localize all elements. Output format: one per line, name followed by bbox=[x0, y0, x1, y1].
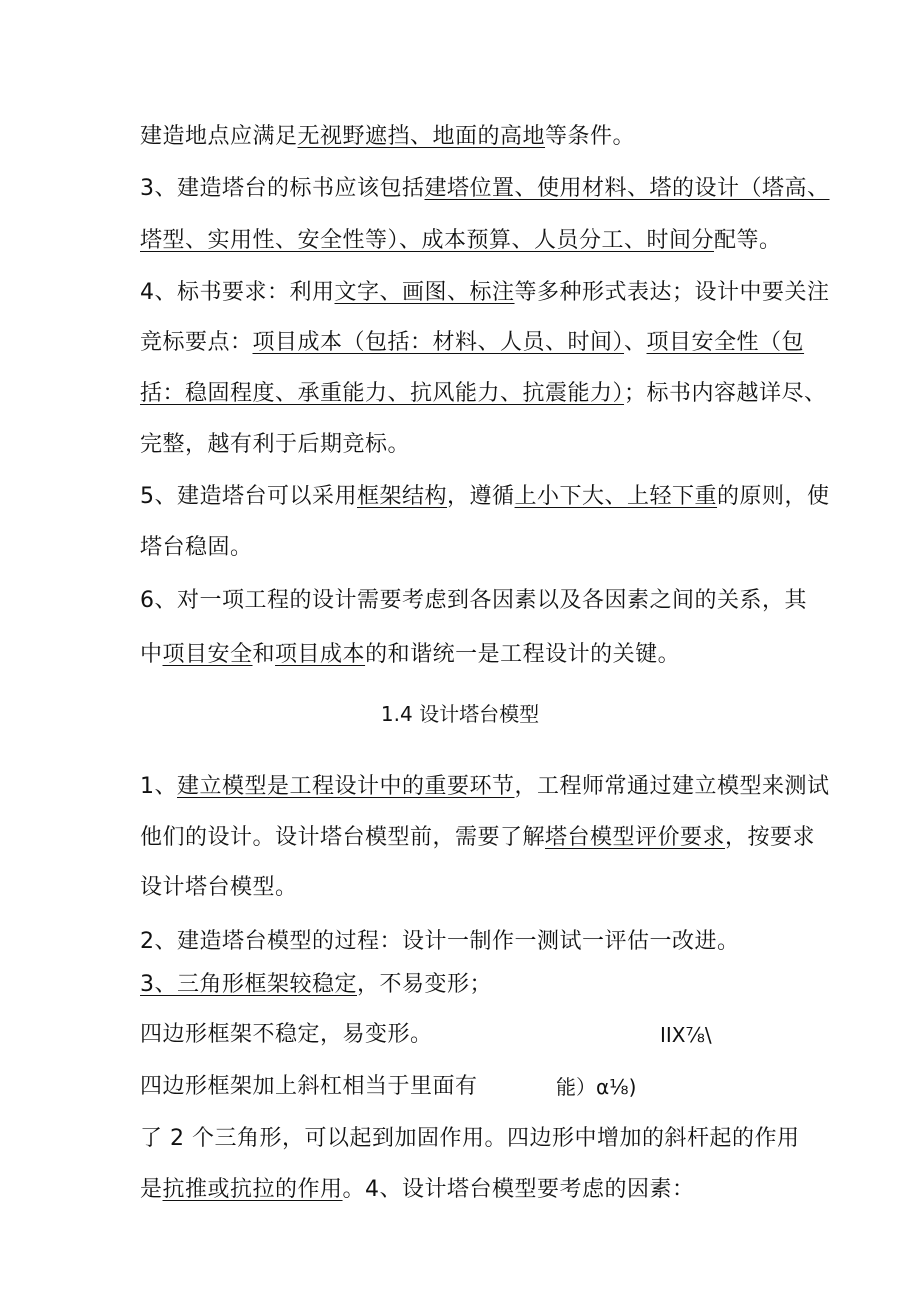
section-heading: 1.4 设计塔台模型 bbox=[380, 702, 540, 726]
text-line: 竞标要点：项目成本（包括：材料、人员、时间）、项目安全性（包 bbox=[140, 330, 805, 355]
text-line: 4、标书要求：利用文字、画图、标注等多种形式表达；设计中要关注 bbox=[140, 280, 830, 305]
garbled-figure-text: IIX⅞\ bbox=[660, 1023, 712, 1047]
text-line: 括：稳固程度、承重能力、抗风能力、抗震能力）；标书内容越详尽、 bbox=[140, 381, 827, 406]
text-line: 3、建造塔台的标书应该包括建塔位置、使用材料、塔的设计（塔高、 bbox=[140, 176, 830, 201]
garbled-figure-text: 能）α⅛) bbox=[556, 1075, 637, 1099]
text-line: 中项目安全和项目成本的和谐统一是工程设计的关键。 bbox=[140, 642, 681, 667]
text-line: 四边形框架加上斜杠相当于里面有 bbox=[140, 1074, 478, 1099]
text-line: 3、三角形框架较稳定，不易变形； bbox=[140, 972, 493, 997]
text-line: 1、建立模型是工程设计中的重要环节，工程师常通过建立模型来测试 bbox=[140, 774, 830, 799]
text-line: 设计塔台模型。 bbox=[140, 875, 298, 900]
text-line: 塔台稳固。 bbox=[140, 535, 253, 560]
text-line: 是抗推或抗拉的作用。4、设计塔台模型要考虑的因素： bbox=[140, 1177, 695, 1202]
text-line: 四边形框架不稳定，易变形。 bbox=[140, 1022, 433, 1047]
text-line: 2、建造塔台模型的过程：设计一制作一测试一评估一改进。 bbox=[140, 929, 740, 954]
text-line: 6、对一项工程的设计需要考虑到各因素以及各因素之间的关系，其 bbox=[140, 588, 807, 613]
text-line: 了 2 个三角形，可以起到加固作用。四边形中增加的斜杆起的作用 bbox=[140, 1126, 800, 1151]
text-line: 完整，越有利于后期竞标。 bbox=[140, 432, 411, 457]
text-line: 他们的设计。设计塔台模型前，需要了解塔台模型评价要求，按要求 bbox=[140, 825, 816, 850]
text-line: 塔型、实用性、安全性等）、成本预算、人员分工、时间分配等。 bbox=[140, 228, 782, 253]
text-line: 建造地点应满足无视野遮挡、地面的高地等条件。 bbox=[140, 124, 636, 149]
text-line: 5、建造塔台可以采用框架结构，遵循上小下大、上轻下重的原则，使 bbox=[140, 484, 830, 509]
